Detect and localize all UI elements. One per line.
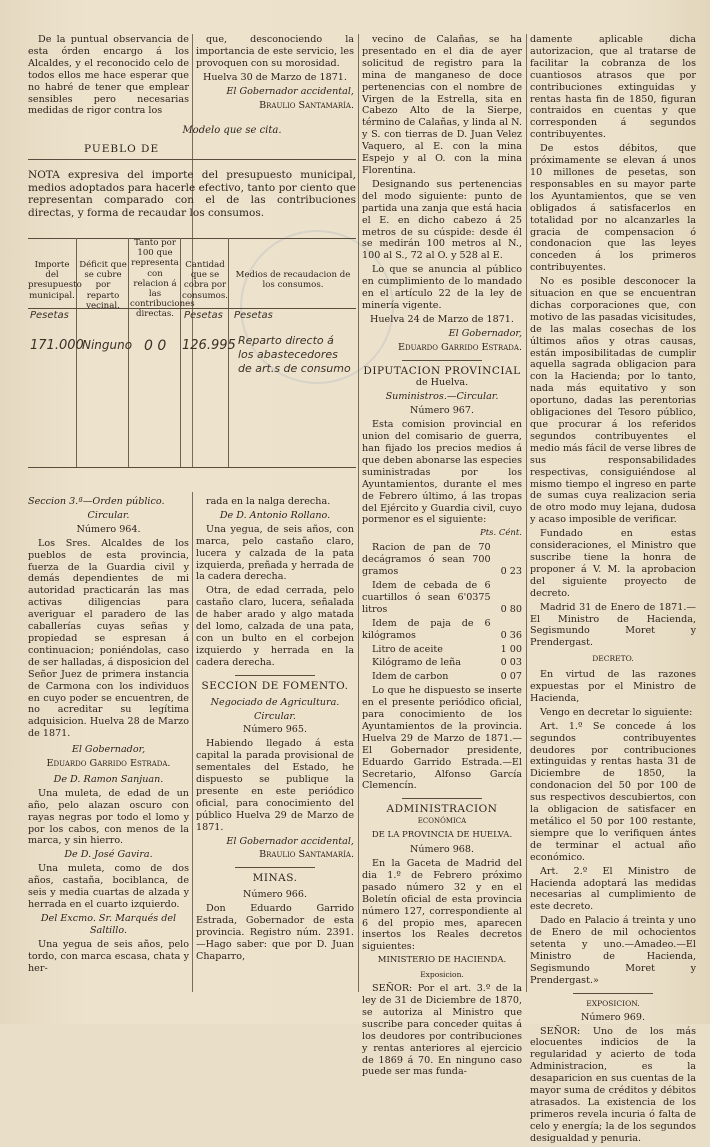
governor-title: El Gobernador, (448, 327, 522, 339)
price-value: 0 36 (500, 629, 522, 641)
price-row (362, 671, 522, 683)
section-divider (402, 798, 482, 799)
ministry-heading: MINISTERIO DE HACIENDA. (377, 955, 507, 966)
section-divider (573, 993, 653, 994)
circular-label: Suministros.—Circular. (385, 391, 499, 403)
body-paragraph: Los Sres. Alcaldes de los pueblos de esta provincia, fuerza de la Guardia civil y demás dependientes de mi autoridad practicarán las mas activas diligencias para averiguar el paradero de las caballerías cuyas señas y propiedad se espresan á continuacion; poniéndolas, caso de ser halladas, á disposicion del Señor Juez de primera instancia de Carmona con los individuos en cuyo poder se encuentren, de no acreditar su legítima adquisicion. Huelva 28 de Marzo de 1871. (28, 537, 189, 740)
header-cantidad: Cantidad que se cobra por consumos. (182, 260, 228, 301)
number-label: Número 966. (242, 889, 308, 901)
column-3 (362, 34, 522, 1080)
hw-amount-deficit: Ninguno (82, 338, 133, 352)
price-row (362, 644, 522, 656)
hw-amount-cantidad: 126.995 (182, 338, 236, 353)
negociado-label: Negociado de Agricultura. (210, 696, 340, 708)
table-col-rule (128, 238, 129, 468)
hw-medios: Reparto directo á los abastecedores de art.s de consumo (238, 334, 351, 375)
price-list (362, 542, 522, 683)
price-value: 1 00 (500, 643, 522, 655)
body-paragraph: Dado en Palacio á treinta y uno de Enero de mil ochocientos setenta y uno.—Amadeo.—El Ministro de Hacienda, Segismundo Moret y Prendergast.» (530, 915, 696, 986)
section-heading: DIPUTACION PROVINCIAL (363, 364, 521, 377)
exposition-label: Exposicion. (420, 970, 464, 980)
hw-unit-medios: Pesetas (234, 310, 273, 321)
price-label: Racion de pan de 70 decágramos ó sean 700 gramos (362, 542, 491, 578)
body-paragraph: Lo que se anuncia al público en cumplimiento de lo mandado en el artículo 22 de la ley de minería vigente. (362, 264, 522, 311)
price-value: 0 23 (500, 566, 522, 578)
hw-unit-1: Pesetas (30, 310, 69, 321)
number-label: Número 967. (409, 405, 475, 417)
owner-heading: De D. José Gavira. (64, 849, 153, 861)
body-paragraph: Don Eduardo Garrido Estrada, Gobernador de esta provincia. Registro núm. 2391.—Hago saber: que por D. Juan Chaparro, (196, 903, 354, 962)
hw-amount-tanto: 0 0 (144, 338, 167, 354)
body-paragraph: Madrid 31 de Enero de 1871.—El Ministro de Hacienda, Segismundo Moret y Prendergast. (530, 601, 696, 649)
price-value: 0 80 (500, 603, 522, 615)
animal-description: Una muleta, como de dos años, castaña, bociblanca, de seis y media cuartas de alzada y herrada en el cuarto izquierdo. (28, 863, 189, 910)
table-top-rule (28, 238, 356, 239)
body-paragraph: De estos débitos, que próximamente se elevan á unos 10 millones de pesetas, son responsables en su mayor parte los Ayuntamientos, que se ven obligados á satisfacerlos en totalidad por no alcanzarles la gracia de compensacion ó condonacion que las leyes conceden á los primeros contribuyentes. (530, 143, 696, 274)
body-paragraph: SEÑOR: Por el art. 3.º de la ley de 31 de Diciembre de 1870, se autoriza al Ministro que suscribe para conceder quitas á los deudores por contribuciones y rentas anteriores al ejercicio de 1869 á 70. En ninguno caso puede ser mas funda- (362, 983, 522, 1078)
section-subheading: DE LA PROVINCIA DE HUELVA. (371, 830, 513, 841)
section-heading: SECCION DE FOMENTO. (201, 679, 349, 692)
owner-heading: Del Excmo. Sr. Marqués del Saltillo. (40, 912, 177, 936)
price-label: Kilógramo de leña (372, 657, 461, 669)
hw-unit-3: Pesetas (184, 310, 223, 321)
column-2-top (196, 34, 354, 113)
nota-rule (28, 159, 356, 160)
section-divider (402, 360, 482, 361)
order-date: Huelva 30 de Marzo de 1871. (203, 71, 347, 83)
body-paragraph: SEÑOR: Uno de los más elocuentes indicios de la regularidad y acierto de toda Administracion, es la desaparicion en sus cuentas de la mayor suma de créditos y débitos atrasados. La existencia de los primeros revela incuria ó falta de celo y energía; la de los segundos desigualdad y penuria. (530, 1025, 696, 1144)
exposition-label: EXPOSICION. (586, 998, 640, 1008)
body-paragraph: damente aplicable dicha autorizacion, que al tratarse de facilitar la cobranza de los cuantiosos atrasos que por contribuciones extinguidas y rentas hasta fin de 1850, figuran contraidos en cuentas y que corresponden á segundos contribuyentes. (530, 34, 696, 141)
governor-title: El Gobernador accidental, (226, 85, 354, 97)
column-1-top (28, 34, 189, 119)
column-2-bottom (196, 496, 354, 965)
body-paragraph: Designando sus pertenencias del modo siguiente: punto de partida una zanja que está hacia el E. en dicho cabezo á 25 metros de su cúspide: desde él se medirán 100 metros al N., 100 al S., 72 al O. y 528 al E. (362, 178, 522, 262)
number-label: Número 969. (580, 1011, 646, 1023)
price-row (362, 657, 522, 669)
model-form (28, 125, 356, 219)
body-paragraph: No es posible desconocer la situacion en que se encuentran dichas corporaciones que, con motivo de las pasadas vicisitudes, de las malas cosechas de los últimos años y otras causas, están imposibilitadas de cumplir aquella sagrada obligacion para con la Hacienda; por lo tanto, nada más equitativo y son oportuno, dadas las perentorias obligaciones del Tesoro público, que procurar á los referidos segundos contribuyentes el medio más fácil de verse libres de sus responsabilidades respectivas, consiguiéndose al mismo tiempo el ingreso en parte de sumas cuya realizacion seria de otro modo muy lejana, dudosa y acaso imposible de verificar. (530, 276, 696, 526)
animal-description: Una muleta, de edad de un año, pelo alazan oscuro con rayas negras por todo el lomo y por los cabos, con menos de la marca, y sin hierro. (28, 787, 189, 847)
header-medios: Medios de recaudacion de los consumos. (235, 270, 351, 291)
model-caption: Modelo que se cita. (182, 125, 282, 136)
number-label: Número 964. (76, 523, 141, 535)
price-units-header: Pts. Cént. (479, 528, 522, 539)
price-label: Idem de cebada de 6 cuartillos ó sean 6'0375 litros (362, 579, 491, 615)
price-value: 0 07 (500, 671, 522, 683)
date-line: Huelva 24 de Marzo de 1871. (370, 313, 514, 325)
table-col-rule (228, 238, 229, 468)
body-paragraph: Habiendo llegado á esta capital la parada provisional de sementales del Estado, he dispuesto se publique la presente en este periódico oficial, para conocimiento del público Huelva 29 de Marzo de 1871. (196, 738, 354, 833)
header-importe: Importe del presupuesto municipal. (28, 260, 82, 301)
column-rule-1-bottom (192, 492, 193, 992)
decree-heading: DECRETO. (592, 654, 634, 664)
hw-amount-importe: 171.000 (30, 338, 84, 353)
governor-name: Eduardo Garrido Estrada. (398, 341, 522, 353)
column-1-bottom (28, 496, 189, 976)
pueblo-heading: PUEBLO DE (84, 143, 160, 155)
section-subheading: de Huelva. (415, 377, 469, 389)
body-paragraph: Fundado en estas consideraciones, el Ministro que suscribe tiene la honra de proponer á V. M. la aprobacion del siguiente proyecto de decreto. (530, 528, 696, 599)
body-paragraph: vecino de Calañas, se ha presentado en el dia de ayer solicitud de registro para la mina de manganeso de doce pertenencias con el nombre de Virgen de la Estrella, sita en Cabezo Alto de la Sierpe, término de Calañas, y linda al N. y S. con tierras de D. Juan Velez Vaquero, al E. con la mina Espejo y al O. con la mina Florentina. (362, 34, 522, 176)
number-label: Número 965. (242, 724, 308, 736)
section-divider (235, 675, 315, 676)
body-paragraph: Esta comision provincial en union del comisario de guerra, han fijado los precios medios á que deben abonarse las especies suministradas por los Ayuntamientos, durante el mes de Febrero último, á las tropas del Ejército y Guardia civil, cuyo pormenor es el siguiente: (362, 419, 522, 526)
animal-description: Otra, de edad cerrada, pelo castaño claro, lucera, señalada de haber arado y algo matada del lomo, calzada de una pata, con un bulto en el corbejon izquierdo y herrada en la cadera derecha. (196, 585, 354, 668)
circular-label: Circular. (87, 509, 130, 521)
budget-table (28, 238, 356, 468)
body-paragraph: En la Gaceta de Madrid del dia 1.º de Febrero próximo pasado número 32 y en el Boletín oficial de esta provincia número 127, correspondiente al 6 del propio mes, aparecen insertos los Reales decretos siguientes: (362, 858, 522, 953)
order-paragraph: De la puntual observancia de esta órden encargo á los Alcaldes, y el reconocido celo de todos ellos me hace esperar que no habré de tener que emplear sensibles pero necesarias medidas de rigor contra los (28, 34, 189, 117)
body-paragraph: En virtud de las razones expuestas por el Ministro de Hacienda, (530, 669, 696, 704)
body-paragraph: Art. 2.º El Ministro de Hacienda adoptará las medidas necesarias al cumplimiento de este decreto. (530, 865, 696, 913)
table-bottom-rule (28, 467, 356, 468)
section-heading: ADMINISTRACION (386, 803, 498, 816)
animal-description-end: rada en la nalga derecha. (206, 496, 331, 507)
order-paragraph-end: que, desconociendo la importancia de este servicio, les provoquen con su morosidad. (196, 34, 354, 69)
number-label: Número 968. (409, 844, 475, 856)
governor-name: Braulio Santamaría. (259, 99, 354, 111)
section-subheading: ECONÓMICA (417, 817, 467, 826)
governor-name: Eduardo Garrido Estrada. (46, 758, 171, 770)
governor-title: El Gobernador accidental, (226, 835, 354, 847)
owner-heading: De D. Antonio Rollano. (219, 509, 331, 521)
body-paragraph: Art. 1.º Se concede á los segundos contribuyentes deudores por contribuciones extinguidas y rentas hasta 31 de Diciembre de 1850, la condonacion del 50 por 100 de sus respectivos descubiertos, con la obligacion de satisfacer en metálico el 50 por 100 restante, siempre que lo verifiquen ántes de terminar el actual año económico. (530, 720, 696, 863)
header-tanto-por-ciento: Tanto por 100 que representa con relacion á las contribuciones directas. (130, 238, 195, 320)
section-heading: MINAS. (252, 872, 298, 885)
column-4 (530, 34, 696, 1147)
price-label: Litro de aceite (372, 643, 443, 655)
table-col-rule (180, 238, 181, 468)
nota-text: NOTA expresiva del importe del presupuesto municipal, medios adoptados para hacerle efectivo, tanto por ciento que representan comparado con el de las contribuciones directas, y forma de recaudar los consumos. (28, 169, 356, 219)
body-paragraph: Vengo en decretar lo siguiente: (540, 706, 693, 718)
price-row (362, 580, 522, 616)
owner-heading: De D. Ramon Sanjuan. (53, 773, 164, 785)
animal-description: Una yegua, de seis años, con marca, pelo castaño claro, lucera y calzada de la pata izquierda, preñada y herrada de la cadera derecha. (196, 523, 354, 583)
price-row (362, 542, 522, 578)
governor-title: El Gobernador, (71, 744, 146, 756)
price-label: Idem de paja de 6 kilógramos (362, 617, 491, 641)
section-title: Seccion 3.ª—Orden público. (28, 496, 165, 507)
table-col-rule (76, 238, 77, 468)
column-rule-3 (526, 34, 527, 992)
animal-description: Una yegua de seis años, pelo tordo, con marca escasa, chata y her- (28, 938, 189, 974)
price-value: 0 03 (500, 657, 522, 669)
circular-label: Circular. (254, 710, 296, 722)
body-paragraph: Lo que he dispuesto se inserte en el presente periódico oficial, para conocimiento de los Ayuntamientos de la provincia. Huelva 29 de Marzo de 1871.—El Gobernador presidente, Eduardo Garrido Estrada.—El Secretario, Alfonso García Clemencín. (362, 685, 522, 792)
price-label: Idem de carbon (372, 671, 449, 683)
column-rule-2 (358, 34, 359, 992)
price-row (362, 618, 522, 642)
header-deficit: Déficit que se cubre por reparto vecinal. (79, 260, 127, 311)
section-divider (235, 867, 315, 868)
governor-name: Braulio Santamaría. (259, 849, 354, 861)
